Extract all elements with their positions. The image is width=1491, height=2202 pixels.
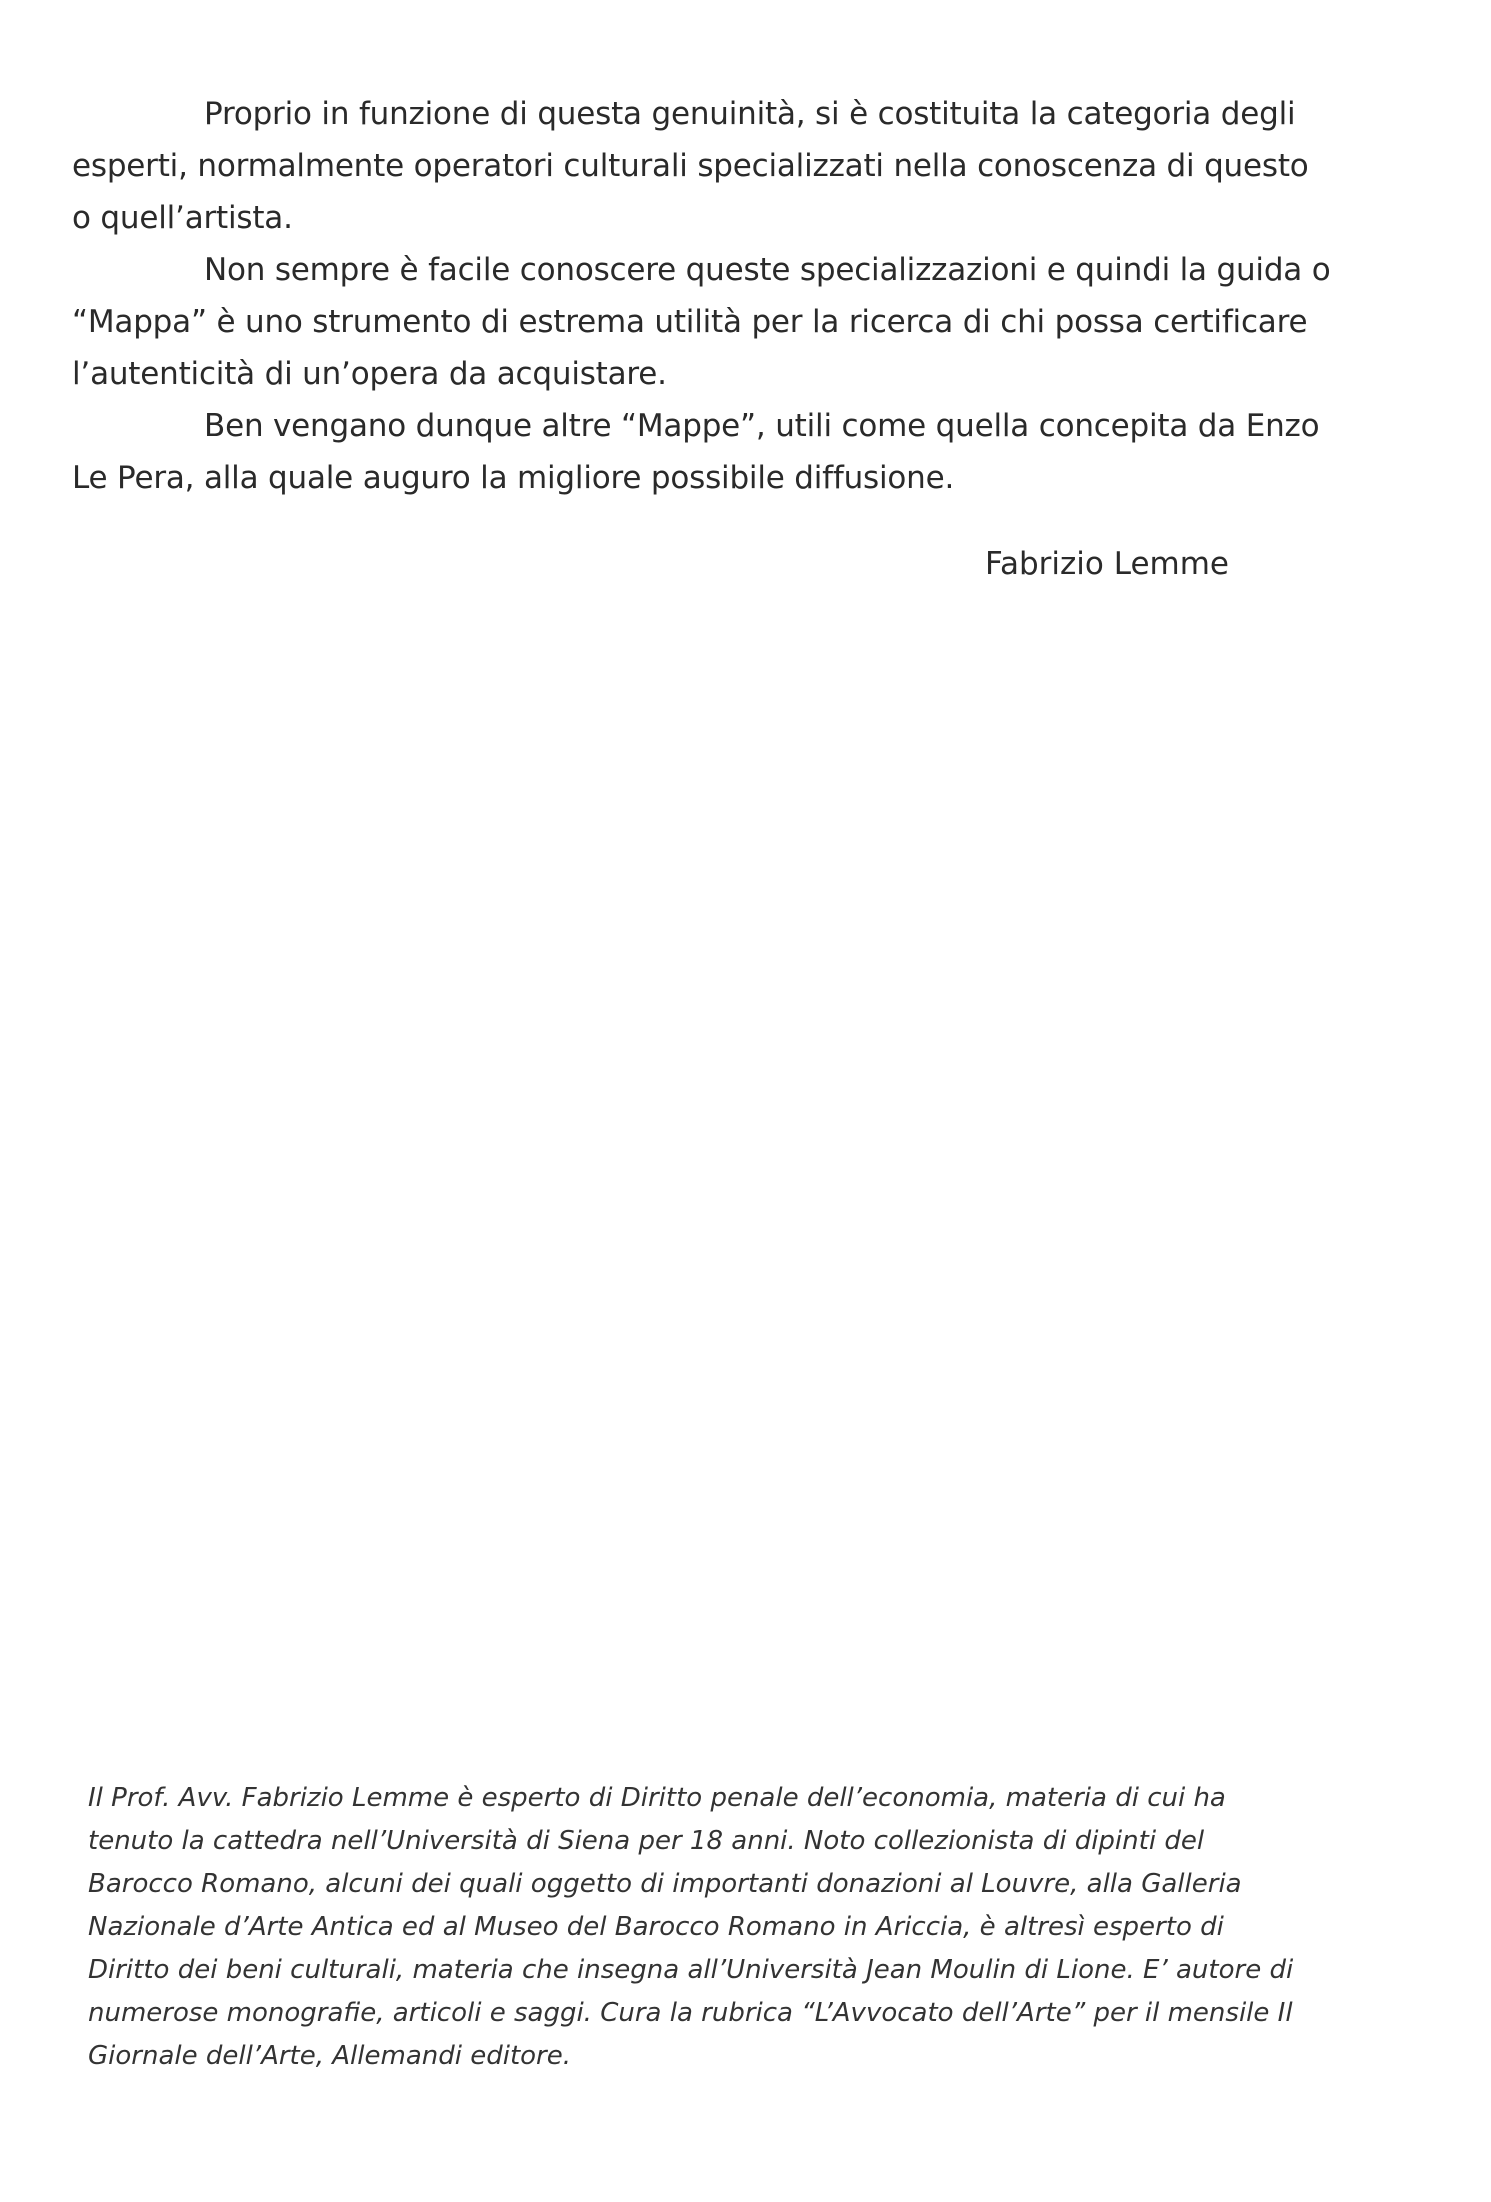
bio-line: Giornale dell’Arte, Allemandi editore.: [88, 2041, 572, 2071]
text-line: Le Pera, alla quale auguro la migliore possibile diffusione.: [72, 460, 955, 496]
paragraph: [72, 400, 1422, 504]
bio-line: Nazionale d’Arte Antica ed al Museo del Barocco Romano in Ariccia, è altresì esperto di: [88, 1912, 1224, 1942]
text-line: “Mappa” è uno strumento di estrema utilità per la ricerca di chi possa certificare: [72, 304, 1308, 340]
paragraph: [72, 244, 1422, 400]
author-bio: [88, 1777, 1448, 2078]
paragraph: [72, 88, 1422, 244]
text-line: l’autenticità di un’opera da acquistare.: [72, 356, 667, 392]
bio-line: Barocco Romano, alcuni dei quali oggetto di importanti donazioni al Louvre, alla Galleria: [88, 1869, 1242, 1899]
bio-line: Il Prof. Avv. Fabrizio Lemme è esperto di Diritto penale dell’economia, materia di cui ha: [88, 1783, 1226, 1813]
text-line: Non sempre è facile conoscere queste specializzazioni e quindi la guida o: [204, 252, 1331, 288]
author-signature: Fabrizio Lemme: [985, 546, 1229, 582]
text-line: Proprio in funzione di questa genuinità, si è costituita la categoria degli: [204, 96, 1296, 132]
bio-line: Diritto dei beni culturali, materia che insegna all’Università Jean Moulin di Lione. E’ autore di: [88, 1955, 1294, 1985]
text-line: esperti, normalmente operatori culturali specializzati nella conoscenza di questo: [72, 148, 1309, 184]
body-text: [72, 88, 1422, 504]
bio-line: numerose monografie, articoli e saggi. Cura la rubrica “L’Avvocato dell’Arte” per il mensile Il: [88, 1998, 1293, 2028]
bio-line: tenuto la cattedra nell’Università di Siena per 18 anni. Noto collezionista di dipinti del: [88, 1826, 1205, 1856]
text-line: o quell’artista.: [72, 200, 293, 236]
text-line: Ben vengano dunque altre “Mappe”, utili come quella concepita da Enzo: [204, 408, 1320, 444]
